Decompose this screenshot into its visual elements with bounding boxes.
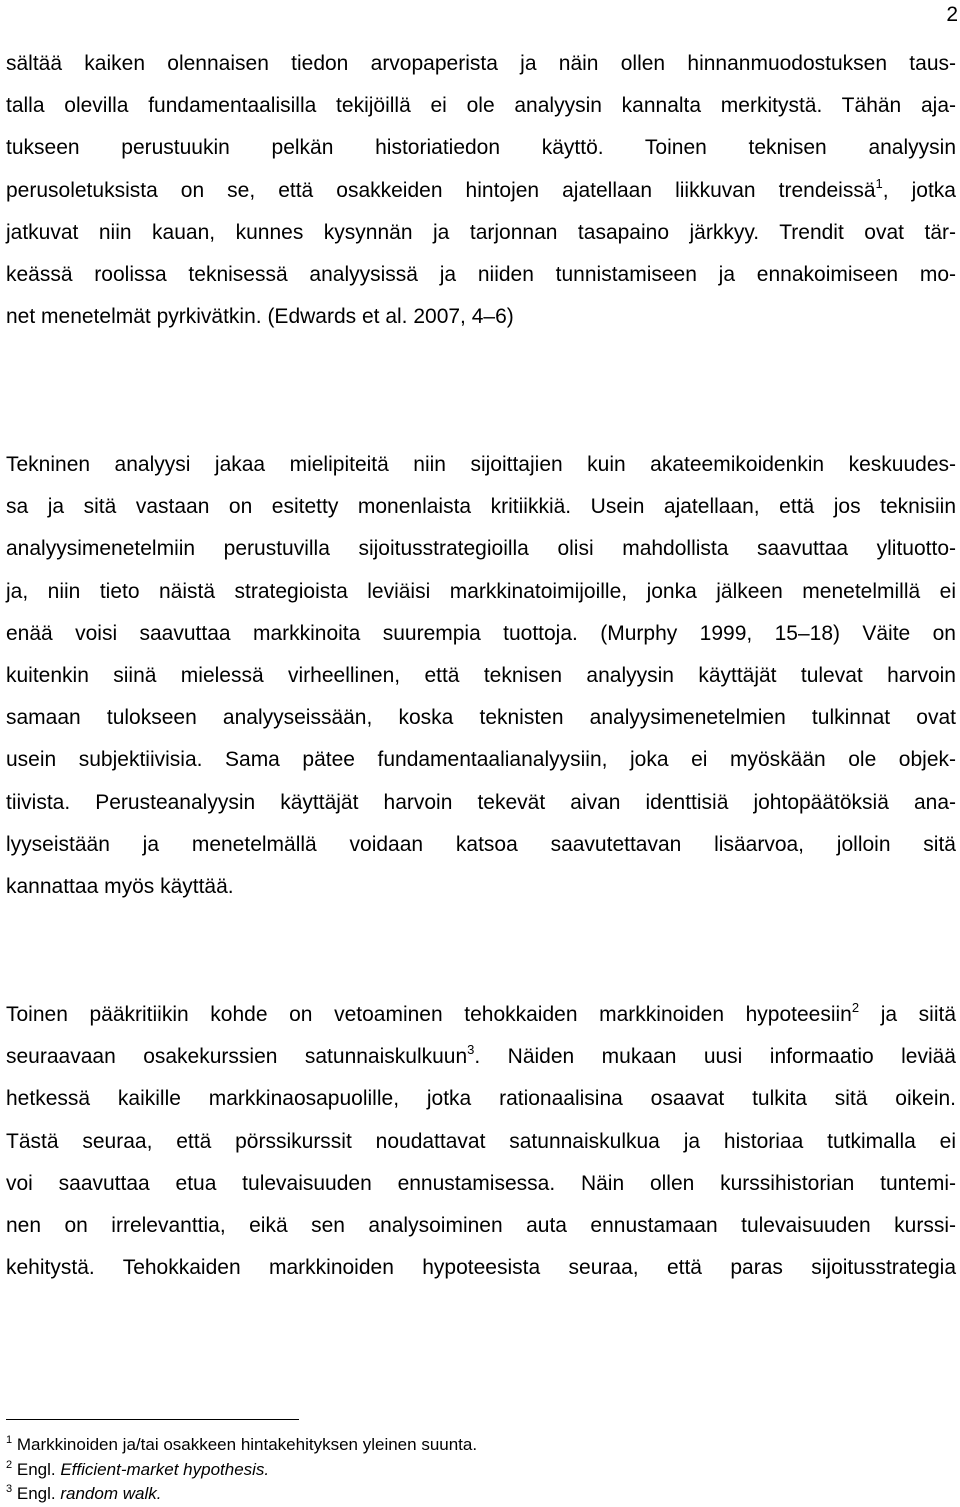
footnote-text: Markkinoiden ja/tai osakkeen hintakehityksen yleinen suunta.	[16, 1435, 478, 1454]
footnote-divider	[6, 1419, 299, 1420]
text-span: perusoletuksista on se, että osakkeiden hintojen ajatellaan liikkuvan trendeissä	[6, 178, 876, 202]
footnote-prefix: Engl.	[16, 1484, 61, 1503]
paragraph-2	[6, 444, 956, 908]
footnote-number: 3	[6, 1483, 13, 1495]
footnote	[6, 1433, 477, 1458]
footnote-ref: 2	[851, 1000, 860, 1015]
text-span: , jotka	[882, 178, 956, 202]
text-line: voi saavuttaa etua tulevaisuuden ennustamisessa. Näin ollen kurssihistorian tuntemi-	[6, 1171, 956, 1195]
text-line	[6, 170, 956, 212]
text-line: keässä roolissa teknisessä analyysissä ja niiden tunnistamiseen ja ennakoimiseen mo-	[6, 262, 956, 286]
text-line: lyyseistään ja menetelmällä voidaan katsoa saavutettavan lisäarvoa, jolloin sitä	[6, 832, 956, 856]
text-line: hetkessä kaikille markkinaosapuolille, jotka rationaalisina osaavat tulkita sitä oikein.	[6, 1087, 956, 1111]
text-line: ja, niin tieto näistä strategioista leviäisi markkinatoimijoille, jonka jälkeen menetelmillä ei	[6, 579, 956, 603]
text-span: ja siitä	[859, 1003, 956, 1026]
text-line: enää voisi saavuttaa markkinoita suurempia tuottoja. (Murphy 1999, 15–18) Väite on	[6, 621, 956, 645]
text-line	[6, 994, 956, 1036]
text-line: usein subjektiivisia. Sama pätee fundamentaalianalyysiin, joka ei myöskään ole objek-	[6, 748, 956, 772]
text-line: Tekninen analyysi jakaa mielipiteitä niin sijoittajien kuin akateemikoidenkin keskuudes-	[6, 453, 956, 476]
text-line: tiivista. Perusteanalyysin käyttäjät harvoin tekevät aivan identtisiä johtopäätöksiä ana-	[6, 790, 956, 814]
text-line: talla olevilla fundamentaalisilla tekijöillä ei ole analyysin kannalta merkitystä. Tähän aja-	[6, 94, 956, 118]
text-line: kehitystä. Tehokkaiden markkinoiden hypoteesista seuraa, että paras sijoitusstrategia	[6, 1256, 956, 1280]
footnote-ref: 1	[875, 175, 883, 191]
paragraph-1	[6, 43, 956, 338]
footnotes	[6, 1433, 477, 1507]
text-line	[6, 1036, 956, 1078]
footnote	[6, 1482, 477, 1507]
text-line: jatkuvat niin kauan, kunnes kysynnän ja tarjonnan tasapaino järkkyy. Trendit ovat tär-	[6, 220, 956, 244]
text-line: Tästä seuraa, että pörssikurssit noudattavat satunnaiskulkua ja historiaa tutkimalla ei	[6, 1129, 956, 1153]
text-line: analyysimenetelmiin perustuvilla sijoitusstrategioilla olisi mahdollista saavuttaa ylituotto-	[6, 537, 956, 561]
paragraph-3	[6, 994, 956, 1289]
footnote-number: 1	[6, 1434, 13, 1446]
footnote-italic: random walk.	[60, 1484, 162, 1503]
text-span: . Näiden mukaan uusi informaatio leviää	[474, 1045, 956, 1069]
footnote-prefix: Engl.	[16, 1459, 61, 1479]
text-line: tukseen perustuukin pelkän historiatiedon käyttö. Toinen teknisen analyysin	[6, 136, 956, 160]
page-number: 2	[946, 3, 958, 26]
text-line: kuitenkin siinä mielessä virheellinen, että teknisen analyysin käyttäjät tulevat harvoin	[6, 663, 956, 687]
text-line: sältää kaiken olennaisen tiedon arvopaperista ja näin ollen hinnanmuodostuksen taus-	[6, 52, 956, 75]
text-line: kannattaa myös käyttää.	[6, 874, 234, 898]
text-line: sa ja sitä vastaan on esitetty monenlaista kritiikkiä. Usein ajatellaan, että jos teknisiin	[6, 495, 956, 519]
text-span: seuraavaan osakekurssien satunnaiskulkuun	[6, 1045, 468, 1069]
footnote-number: 2	[6, 1458, 13, 1471]
text-line: samaan tulokseen analyyseissään, koska teknisten analyysimenetelmien tulkinnat ovat	[6, 706, 956, 730]
text-line: net menetelmät pyrkivätkin. (Edwards et al. 2007, 4–6)	[6, 305, 514, 329]
text-line: nen on irrelevanttia, eikä sen analysoiminen auta ennustamaan tulevaisuuden kurssi-	[6, 1213, 956, 1237]
footnote-italic: Efficient-market hypothesis.	[60, 1459, 270, 1479]
footnote	[6, 1458, 477, 1483]
text-span: Toinen pääkritiikin kohde on vetoaminen tehokkaiden markkinoiden hypoteesiin	[6, 1003, 852, 1026]
footnote-ref: 3	[467, 1042, 475, 1058]
